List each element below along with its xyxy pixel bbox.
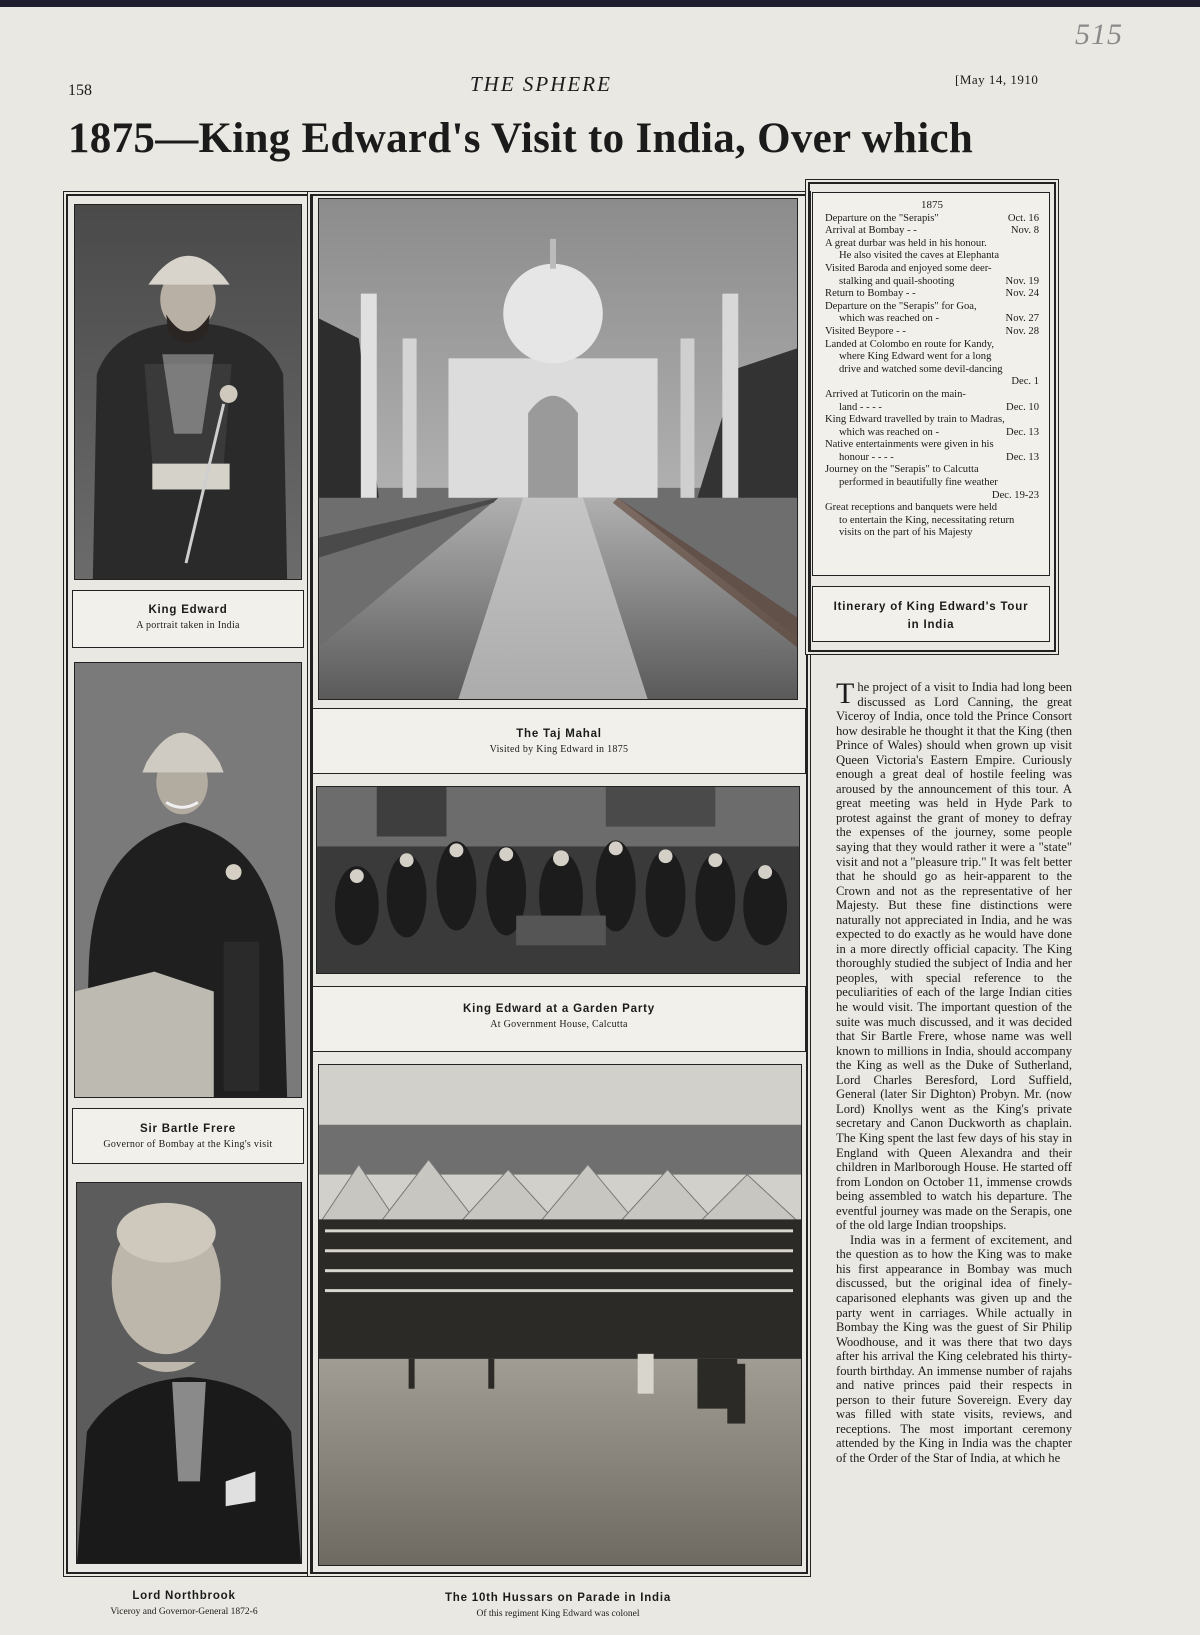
itinerary-entry [825,389,1039,402]
handwritten-page-number: 515 [1075,18,1123,51]
page-number: 158 [68,82,92,99]
itinerary-entry-text: Departure on the "Serapis" [825,212,939,224]
hussars-photo [318,1064,802,1566]
itinerary-entry [825,213,1039,226]
itinerary-entry [825,527,1039,540]
itinerary-entry-date [1035,515,1039,528]
itinerary-entry-text: stalking and quail-shooting [839,275,955,287]
caption-title: The 10th Hussars on Parade in India [444,1592,672,1604]
caption-subtitle: Visited by King Edward in 1875 [489,744,629,755]
itinerary-entry-text: to entertain the King, necessitating return [839,514,1015,526]
sir-bartle-frere-photo [74,662,302,1098]
itinerary-entry-text: Arrived at Tuticorin on the main- [825,388,966,400]
garden-party-caption [312,986,806,1052]
itinerary-entry-text: He also visited the caves at Elephanta [839,250,1000,262]
itinerary-entry [825,502,1039,515]
itinerary-entry-date [1035,527,1039,540]
garden-party-photo [316,786,800,974]
itinerary-entry-text: Native entertainments were given in his [825,439,994,451]
itinerary-entry-date [1035,351,1039,364]
itinerary-entry-text: Arrival at Bombay - - [825,225,917,237]
masthead: THE SPHERE [470,72,612,96]
caption-title: Lord Northbrook [132,1590,236,1602]
itinerary-entry-date: Nov. 27 [1005,313,1039,325]
itinerary-entry-text: performed in beautifully fine weather [839,477,998,489]
itinerary-entry-date: Oct. 16 [1007,212,1039,224]
itinerary-entry-text: Return to Bombay - - [825,288,916,300]
itinerary-entry-date: Nov. 8 [1010,225,1039,237]
caption-title: The Taj Mahal [516,728,602,740]
itinerary-entry-date [1035,464,1039,477]
lord-northbrook-caption [66,1590,302,1617]
itinerary-entry [825,477,1039,490]
itinerary-entry-date: Dec. 1 [1011,376,1039,388]
king-edward-photo [74,204,302,580]
itinerary-entry-date [1035,301,1039,314]
itinerary-entry [825,427,1039,440]
itinerary-entry-date: Nov. 28 [1005,325,1039,337]
caption-subtitle: Of this regiment King Edward was colonel [476,1609,640,1619]
itinerary-entry-text: which was reached on - [839,426,940,438]
itinerary-entry-date [1035,250,1039,263]
itinerary-entry [825,276,1039,289]
itinerary-entry-text: Journey on the "Serapis" to Calcutta [825,464,979,476]
itinerary-entry [825,301,1039,314]
itinerary-entry-date [1035,439,1039,452]
lord-northbrook-photo [76,1182,302,1564]
itinerary-entry [825,376,1039,389]
itinerary-entry [825,326,1039,339]
itinerary-entry-text: Great receptions and banquets were held [825,502,998,514]
drop-cap: T [836,677,855,710]
itinerary-entry [825,225,1039,238]
itinerary-entry [825,439,1039,452]
itinerary-entry [825,351,1039,364]
itinerary-entry-date: Nov. 24 [1005,288,1039,300]
itinerary-entry-text: honour - - - - [839,451,894,463]
itinerary-entry [825,515,1039,528]
itinerary-entry-date [1035,389,1039,402]
itinerary-entry [825,452,1039,465]
itinerary-entry-text: Visited Baroda and enjoyed some deer- [825,262,992,274]
itinerary-entry-text: visits on the part of his Majesty [839,527,973,539]
itinerary-entry-text: Visited Beypore - - [825,325,906,337]
itinerary-entry [825,313,1039,326]
taj-mahal-photo [318,198,798,700]
itinerary-entry [825,339,1039,352]
itinerary-list [825,213,1039,540]
itinerary-entry [825,490,1039,503]
itinerary-entry-date [1035,502,1039,515]
itinerary-entry [825,364,1039,377]
itinerary-entry-text: which was reached on - [839,313,940,325]
itinerary-entry [825,238,1039,251]
itinerary-caption [812,586,1050,642]
king-edward-caption [72,590,304,648]
article-body [836,677,1072,1466]
itinerary-entry-date: Dec. 10 [1006,401,1039,413]
headline: 1875—King Edward's Visit to India, Over which [68,115,974,162]
caption-subtitle: Governor of Bombay at the King's visit [103,1139,273,1150]
hussars-caption [316,1592,800,1619]
itinerary-entry-date [1035,364,1039,377]
itinerary-entry-text: King Edward travelled by train to Madras, [825,414,1005,426]
caption-subtitle: A portrait taken in India [136,620,240,631]
caption-title: Itinerary of King Edward's Tour in India [833,601,1029,631]
article-paragraph: India was in a ferment of excitement, and the question as to how the King was to make his first appearance in Bombay was much discussed, but the original idea of finely-caparisoned elephants was given up and the party went in carriages. While actually in Bombay the King was the guest of Sir Philip Woodhouse, and it was there that two days after his arrival the King celebrated his thirty-fourth birthday. An immense number of rajahs and native princes paid their respects in person to their future Sovereign. Every day was filled with state visits, reviews, and receptions. The most important ceremony attended by the King in India was the chapter of the Order of the Star of India, at which he [836,1232,1072,1465]
caption-title: King Edward at a Garden Party [463,1003,655,1015]
caption-title: King Edward [148,604,228,616]
caption-subtitle: At Government House, Calcutta [490,1019,628,1030]
itinerary-entry-text: A great durbar was held in his honour. [825,237,987,249]
itinerary-entry-date [1035,238,1039,251]
itinerary-entry [825,250,1039,263]
caption-subtitle: Viceroy and Governor-General 1872-6 [110,1607,258,1617]
itinerary-entry-date: Dec. 13 [1006,451,1039,463]
itinerary-box [812,192,1050,576]
itinerary-entry-date: Dec. 19-23 [991,489,1039,501]
itinerary-entry [825,464,1039,477]
itinerary-entry-date [1035,339,1039,352]
itinerary-year: 1875 [921,199,943,211]
itinerary-entry-date: Dec. 13 [1006,426,1039,438]
itinerary-entry-text: Departure on the "Serapis" for Goa, [825,300,977,312]
itinerary-entry-text: land - - - - [839,401,882,413]
itinerary-entry-date [1035,414,1039,427]
itinerary-entry-date [1035,263,1039,276]
top-border [0,0,1200,7]
sir-bartle-frere-caption [72,1108,304,1164]
itinerary-entry [825,402,1039,415]
itinerary-entry-date: Nov. 19 [1005,275,1039,287]
itinerary-entry [825,414,1039,427]
paragraph-text: he project of a visit to India had long been discussed as Lord Canning, the great Viceroy of India, once told the Prince Consort how desirable he thought it that the King (then Prince of Wales) should when grown up visit Queen Victoria's Eastern Empire. Curiously enough a great deal of hostile feeling was aroused by the announcement of this tour. A great meeting was held in Hyde Park to protest against the grant of money to defray the expenses of the journey, some people saying that they would rather it were a "state" visit and not a "pleasure trip." It was felt better that he should go as heir-apparent to the Crown and not as the representative of her Majesty. But these fine distinctions were naturally not appreciated in India, and he was expected to do exactly as he would have done in a more directly official capacity. The King thoroughly studied the subject of India and her peoples, with special reference to the peculiarities of each of the large Indian cities he would visit. The important question of the suite was much discussed, and it was decided that Sir Bartle Frere, whose name was well known to millions in India, should accompany the King as well as the Duke of Sutherland, Lord Charles Beresford, Lord Suffield, General (later Sir Dighton) Probyn. Mr. (now Lord) Knollys went as the King's private secretary and Canon Duckworth as chaplain. The King spent the last few days of his stay in England with Queen Alexandra and their children in Marlborough House. He started off from London on October 11, immense crowds being assembled to watch his departure. The eventful journey was made on the Serapis, one of the old large Indian troopships. [836,680,1072,1233]
itinerary-entry-text: drive and watched some devil-dancing [839,363,1003,375]
itinerary-entry-text: Landed at Colombo en route for Kandy, [825,338,995,350]
itinerary-entry-date [1035,477,1039,490]
itinerary-entry-text: where King Edward went for a long [839,351,992,363]
itinerary-entry [825,263,1039,276]
caption-title: Sir Bartle Frere [140,1123,236,1135]
itinerary-entry [825,288,1039,301]
issue-date: [May 14, 1910 [955,72,1039,87]
article-paragraph [836,677,1072,1233]
taj-mahal-caption [312,708,806,774]
